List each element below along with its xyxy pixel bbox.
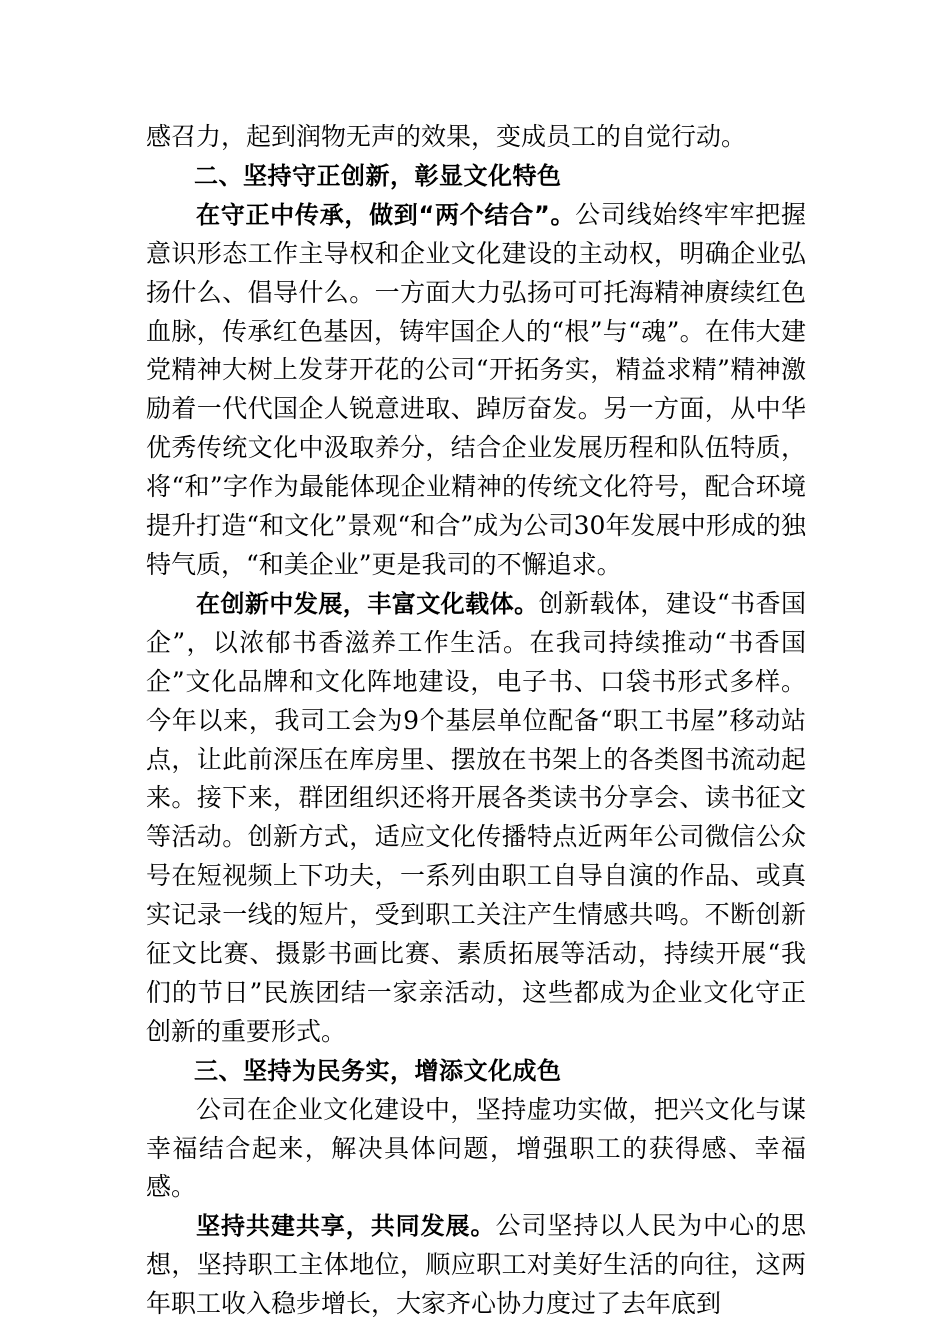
paragraph-text: 感召力，起到润物无声的效果，变成员工的自觉行动。 <box>146 122 747 151</box>
section-heading-2 <box>146 157 806 196</box>
paragraph-1 <box>146 118 806 157</box>
section-heading-3 <box>146 1052 806 1091</box>
paragraph-text: 公司线始终牢牢把握意识形态工作主导权和企业文化建设的主动权，明确企业弘扬什么、倡导什么。一方面大力弘扬可可托海精神赓续红色血脉，传承红色基因，铸牢国企人的“根”与“魂”。在伟大建党精神大树上发芽开花的公司“开拓务实，精益求精”精神激励着一代代国企人锐意进取、踔厉奋发。另一方面，从中华优秀传统文化中汲取养分，结合企业发展历程和队伍特质，将“和”字作为最能体现企业精神的传统文化符号，配合环境提升打造“和文化”景观“和合”成为公司30年发展中形成的独特气质，“和美企业”更是我司的不懈追求。 <box>146 199 806 579</box>
paragraph-text: 公司在企业文化建设中，坚持虚功实做，把兴文化与谋幸福结合起来，解决具体问题，增强职工的获得感、幸福感。 <box>146 1094 806 1202</box>
paragraph-text: 公司坚持以人民为中心的思想，坚持职工主体地位，顺应职工对美好生活的向往，这两年职工收入稳步增长，大家齐心协力度过了去年底到 <box>146 1211 806 1319</box>
paragraph-lead: 在守正中传承，做到“两个结合”。 <box>196 200 576 229</box>
heading-text: 二、坚持守正创新，彰显文化特色 <box>194 161 562 190</box>
heading-text: 三、坚持为民务实，增添文化成色 <box>194 1056 562 1085</box>
paragraph-lead: 坚持共建共享，共同发展。 <box>196 1212 496 1241</box>
paragraph-text: 创新载体，建设“书香国企”，以浓郁书香滋养工作生活。在我司持续推动“书香国企”文化品牌和文化阵地建设，电子书、口袋书形式多样。今年以来，我司工会为9个基层单位配备“职工书屋”移动站点，让此前深压在库房里、摆放在书架上的各类图书流动起来。接下来，群团组织还将开展各类读书分享会、读书征文等活动。创新方式，适应文化传播特点近两年公司微信公众号在短视频上下功夫，一系列由职工自导自演的作品、或真实记录一线的短片，受到职工关注产生情感共鸣。不断创新征文比赛、摄影书画比赛、素质拓展等活动，持续开展“我们的节日”民族团结一家亲活动，这些都成为企业文化守正创新的重要形式。 <box>146 588 806 1046</box>
document-body <box>146 118 806 1324</box>
paragraph-3 <box>146 196 806 585</box>
paragraph-4 <box>146 585 806 1052</box>
paragraph-6 <box>146 1091 806 1208</box>
paragraph-lead: 在创新中发展，丰富文化载体。 <box>196 589 539 618</box>
paragraph-7 <box>146 1207 806 1324</box>
